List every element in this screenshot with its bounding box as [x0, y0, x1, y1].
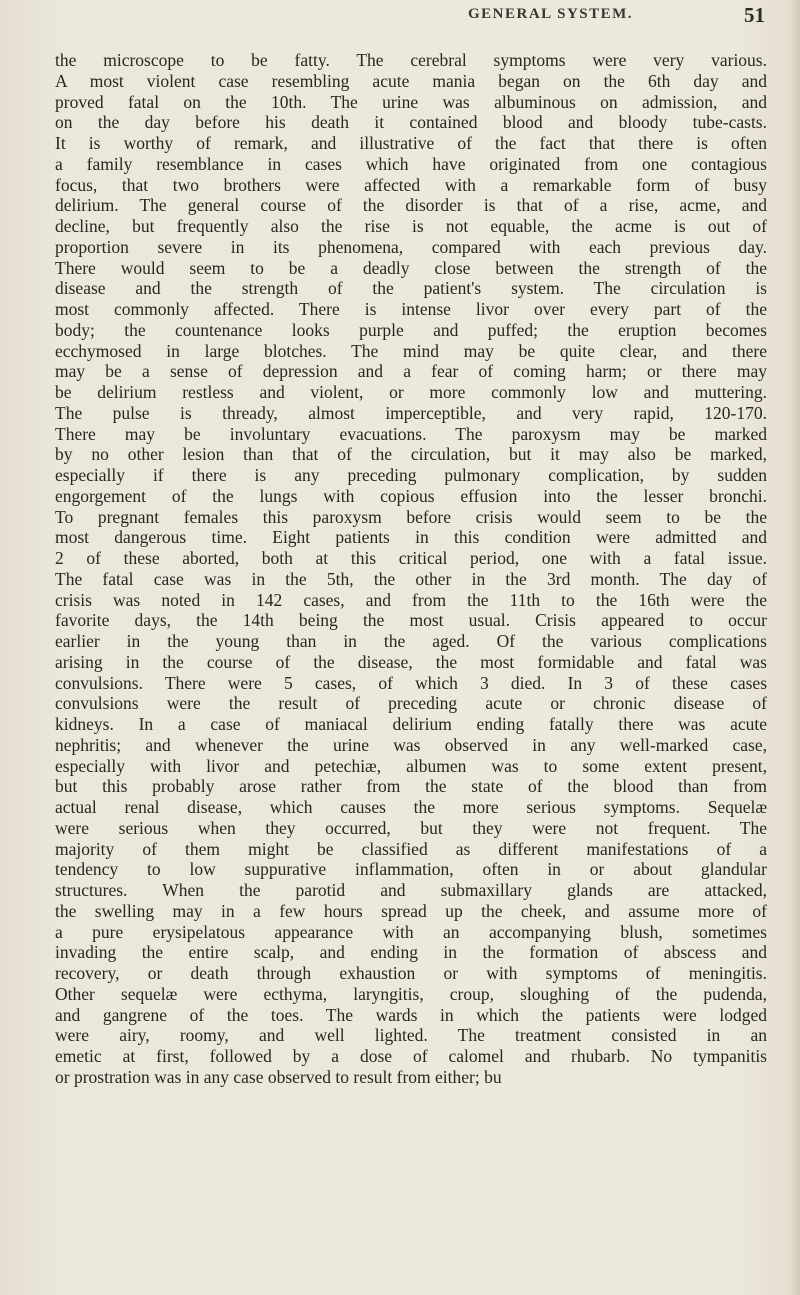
text-line: majority of them might be classified as different manifestations of a: [55, 838, 767, 859]
text-line: recovery, or death through exhaustion or with symptoms of meningitis.: [55, 963, 767, 983]
text-line: proportion severe in its phenomena, compared with each previous day.: [55, 236, 767, 257]
text-line: tendency to low suppurative inflammation, often in or about glandular: [55, 859, 767, 880]
text-line: were serious when they occurred, but they were not frequent. The: [55, 817, 767, 838]
text-line: body; the countenance looks purple and puffed; the eruption becomes: [55, 319, 767, 340]
text-line: especially with livor and petechiæ, albumen was to some extent present,: [55, 755, 767, 776]
text-line: and gangrene of the toes. The wards in which the patients were lodged: [55, 1004, 767, 1025]
text-line: nephritis; and whenever the urine was observed in any well-marked case,: [55, 734, 767, 755]
text-line: There may be involuntary evacuations. The paroxysm may be marked: [55, 423, 767, 444]
text-line: may be a sense of depression and a fear of coming harm; or there may: [55, 361, 767, 382]
text-line: crisis was noted in 142 cases, and from the 11th to the 16th were the: [55, 589, 767, 610]
text-line: invading the entire scalp, and ending in the formation of abscess and: [55, 942, 767, 963]
text-line: It is worthy of remark, and illustrative of the fact that there is often: [55, 133, 767, 153]
text-line: a pure erysipelatous appearance with an accompanying blush, sometimes: [55, 921, 767, 942]
text-line: be delirium restless and violent, or more commonly low and muttering.: [55, 382, 767, 402]
text-line: convulsions were the result of preceding acute or chronic disease of: [55, 693, 767, 714]
text-line: a family resemblance in cases which have originated from one contagious: [55, 153, 767, 174]
text-line: structures. When the parotid and submaxillary glands are attacked,: [55, 880, 767, 900]
page-number: 51: [744, 3, 765, 27]
text-line: the swelling may in a few hours spread up the cheek, and assume more of: [55, 900, 767, 921]
text-line: actual renal disease, which causes the more serious symptoms. Sequelæ: [55, 797, 767, 817]
text-line: by no other lesion than that of the circulation, but it may also be marked,: [55, 444, 767, 465]
body-text: [55, 50, 767, 1088]
text-line: 2 of these aborted, both at this critical period, one with a fatal issue.: [55, 548, 767, 568]
text-line: To pregnant females this paroxysm before crisis would seem to be the: [55, 506, 767, 527]
text-line: convulsions. There were 5 cases, of which 3 died. In 3 of these cases: [55, 672, 767, 693]
text-line: most dangerous time. Eight patients in this condition were admitted and: [55, 527, 767, 548]
running-head: [0, 3, 800, 33]
text-line: decline, but frequently also the rise is not equable, the acme is out of: [55, 216, 767, 236]
text-line: A most violent case resembling acute mania began on the 6th day and: [55, 70, 767, 91]
text-line: most commonly affected. There is intense livor over every part of the: [55, 299, 767, 319]
text-line: proved fatal on the 10th. The urine was albuminous on admission, and: [55, 91, 767, 112]
text-line: arising in the course of the disease, the most formidable and fatal was: [55, 651, 767, 672]
text-line: Other sequelæ were ecthyma, laryngitis, croup, sloughing of the pudenda,: [55, 983, 767, 1004]
text-line: were airy, roomy, and well lighted. The treatment consisted in an: [55, 1025, 767, 1046]
text-line: The fatal case was in the 5th, the other in the 3rd month. The day of: [55, 568, 767, 589]
text-line: or prostration was in any case observed to result from either; bu: [55, 1066, 502, 1087]
text-line: the microscope to be fatty. The cerebral symptoms were very various.: [55, 50, 767, 70]
text-line: especially if there is any preceding pulmonary complication, by sudden: [55, 465, 767, 485]
running-title: GENERAL SYSTEM.: [468, 6, 634, 22]
text-line: engorgement of the lungs with copious effusion into the lesser bronchi.: [55, 485, 767, 506]
page-edge-shadow: [790, 0, 800, 1295]
text-line: kidneys. In a case of maniacal delirium ending fatally there was acute: [55, 714, 767, 734]
text-line: focus, that two brothers were affected with a remarkable form of busy: [55, 174, 767, 195]
text-line: delirium. The general course of the disorder is that of a rise, acme, and: [55, 195, 767, 216]
text-line: earlier in the young than in the aged. Of the various complications: [55, 631, 767, 651]
text-line: emetic at first, followed by a dose of calomel and rhubarb. No tympanitis: [55, 1046, 767, 1066]
text-line: The pulse is thready, almost imperceptible, and very rapid, 120-170.: [55, 402, 767, 423]
text-line: There would seem to be a deadly close between the strength of the: [55, 257, 767, 278]
text-line: favorite days, the 14th being the most usual. Crisis appeared to occur: [55, 610, 767, 631]
text-line: on the day before his death it contained blood and bloody tube-casts.: [55, 112, 767, 133]
text-line: ecchymosed in large blotches. The mind may be quite clear, and there: [55, 340, 767, 361]
text-line: disease and the strength of the patient's system. The circulation is: [55, 278, 767, 299]
text-line: but this probably arose rather from the state of the blood than from: [55, 776, 767, 797]
